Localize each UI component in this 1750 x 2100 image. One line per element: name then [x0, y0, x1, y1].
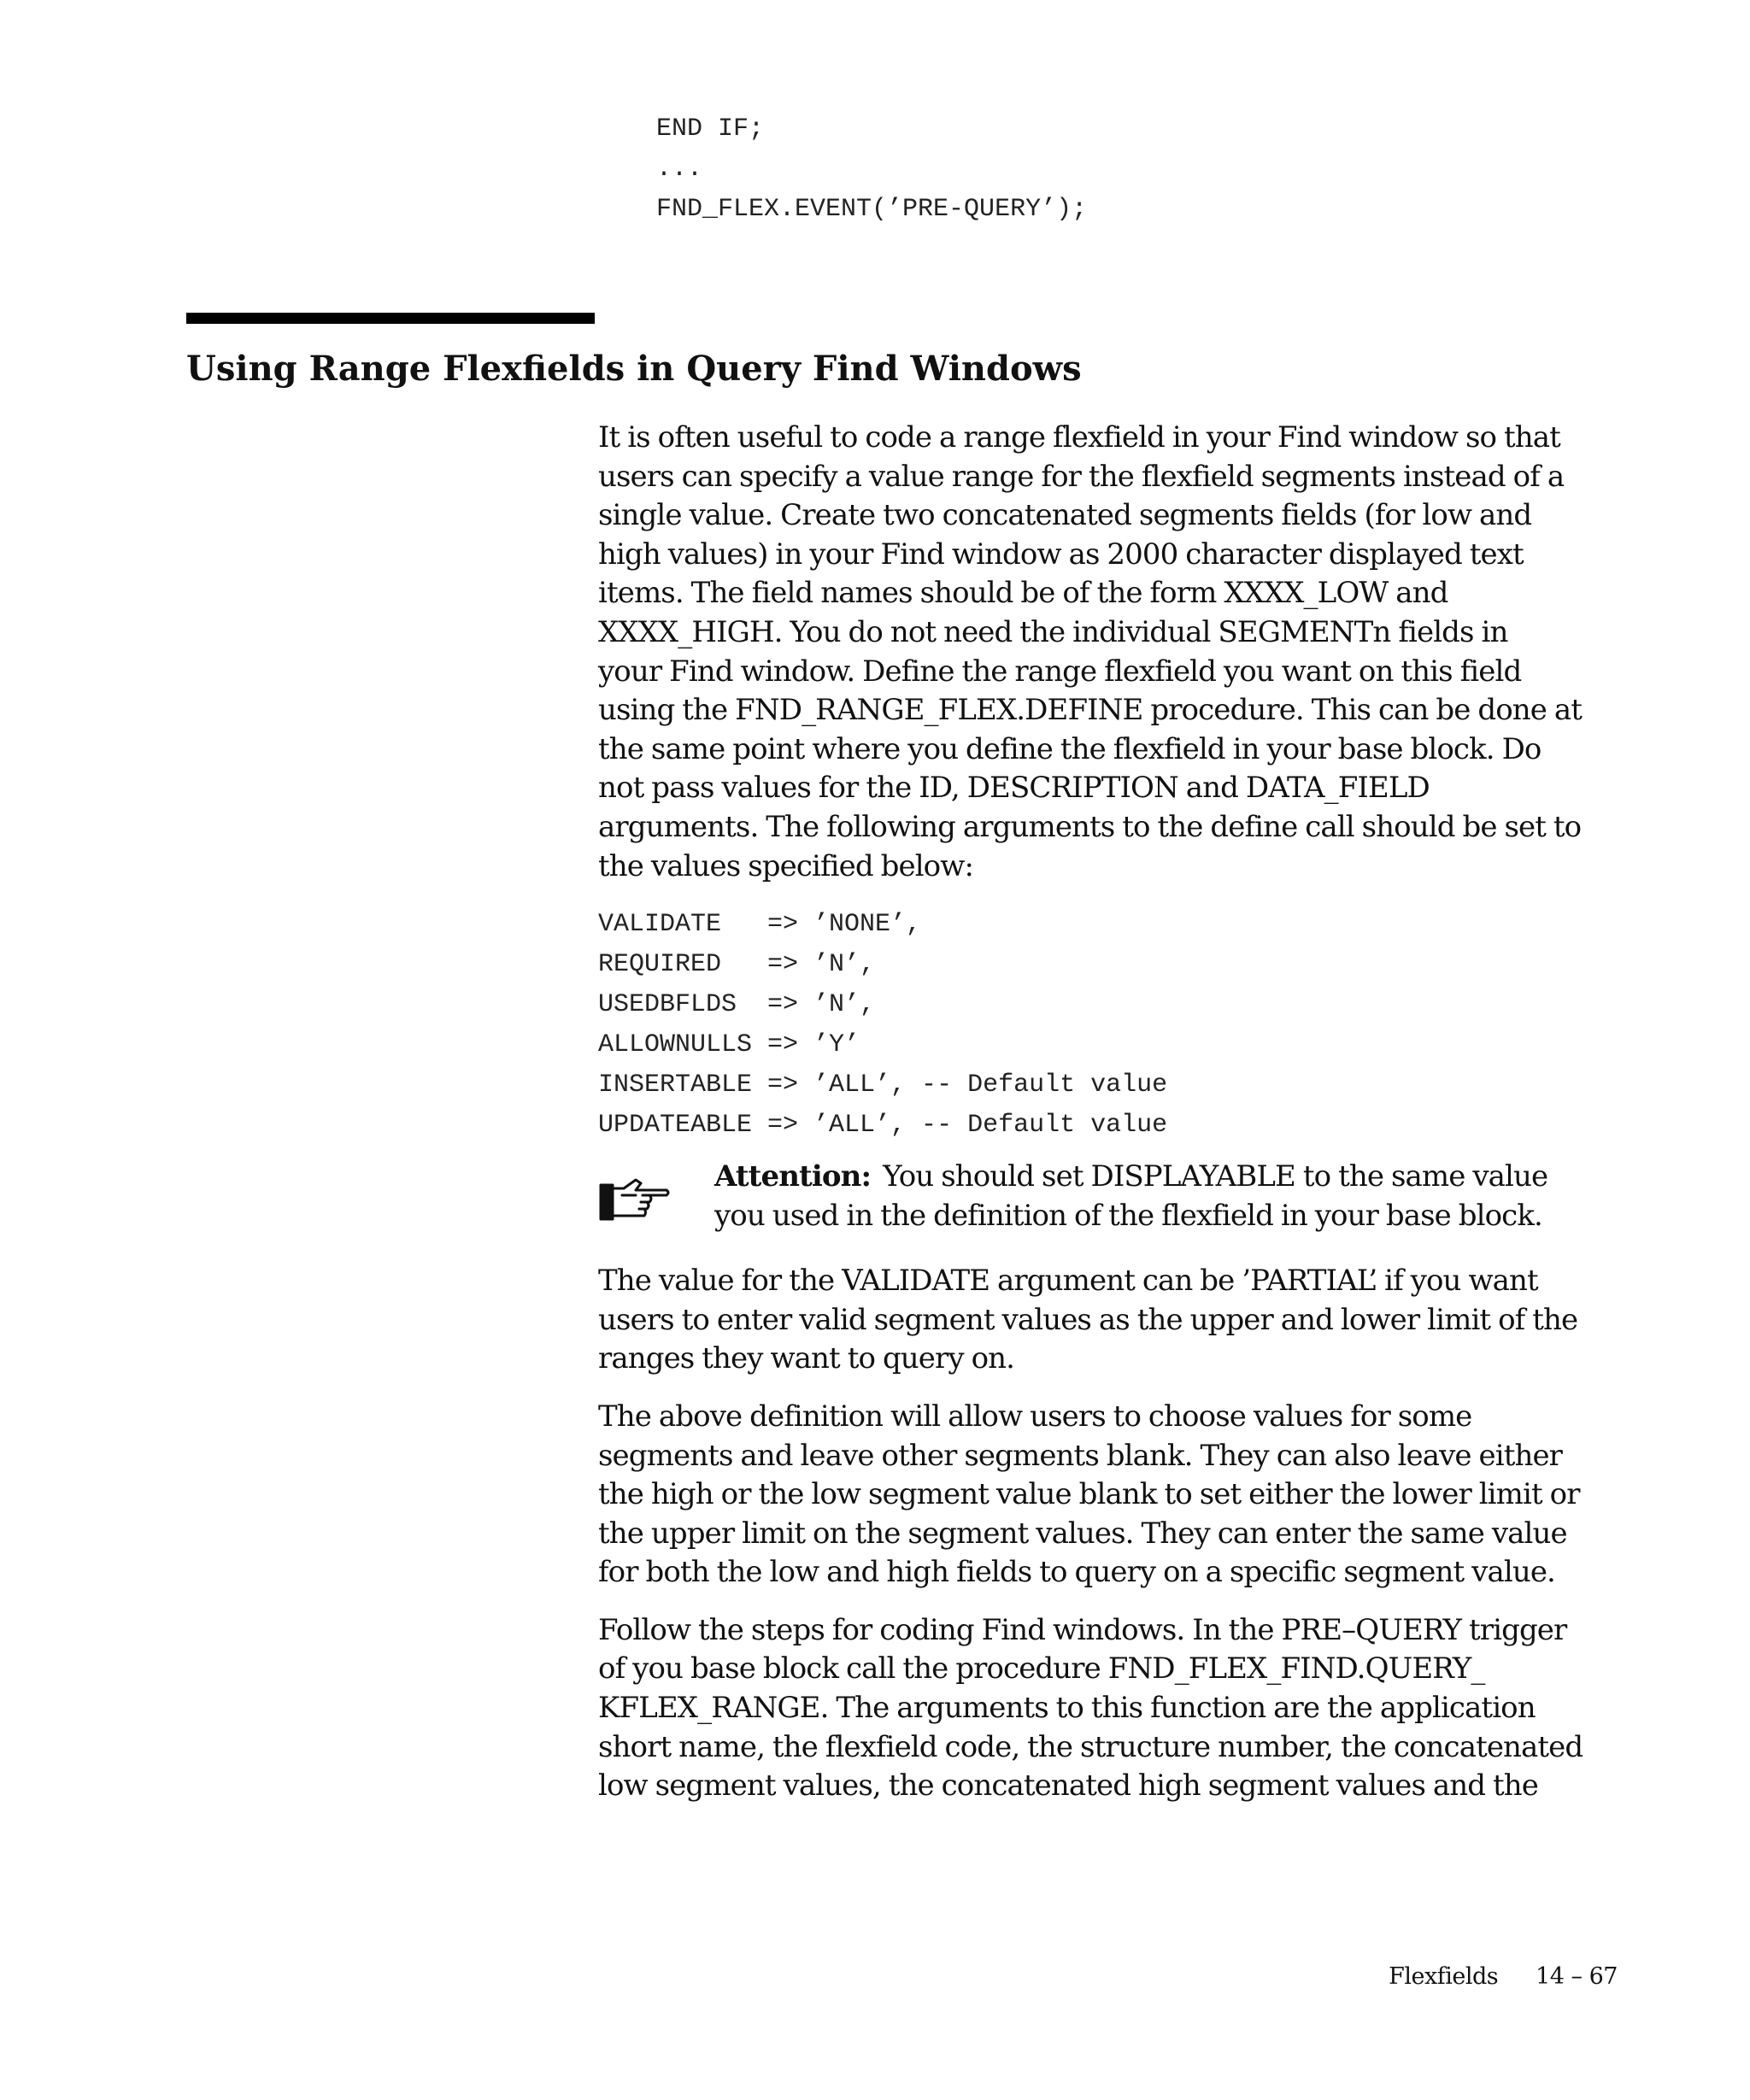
text-line: items. The field names should be of the form XXXX_LOW and	[598, 576, 1448, 611]
definition-paragraph	[598, 1398, 1624, 1593]
text-line: not pass values for the ID, DESCRIPTION and DATA_FIELD	[598, 771, 1430, 806]
footer-section-name: Flexfields	[1389, 1963, 1499, 1990]
attention-text	[714, 1158, 1547, 1235]
text-line: Follow the steps for coding Find windows. In the PRE–QUERY trigger	[598, 1612, 1567, 1647]
text-line: arguments. The following arguments to the define call should be set to	[598, 809, 1582, 844]
text-line: ranges they want to query on.	[598, 1341, 1015, 1376]
text-line: the upper limit on the segment values. They can enter the same value	[598, 1516, 1567, 1551]
text-line: your Find window. Define the range flexfield you want on this field	[598, 654, 1522, 689]
text-line: The value for the VALIDATE argument can be ’PARTIAL’ if you want	[598, 1264, 1538, 1299]
code-line: ...	[656, 155, 703, 184]
code-line: UPDATEABLE => ’ALL’, -- Default value	[598, 1111, 1168, 1141]
text-line: segments and leave other segments blank. They can also leave either	[598, 1438, 1563, 1473]
text-line: users can specify a value range for the flexfield segments instead of a	[598, 459, 1565, 494]
text-line: the values specified below:	[598, 848, 974, 883]
text-line: using the FND_RANGE_FLEX.DEFINE procedure. This can be done at	[598, 693, 1583, 728]
code-line: USEDBFLDS => ’N’,	[598, 990, 876, 1020]
pointing-hand-icon	[598, 1173, 672, 1224]
code-line: INSERTABLE => ’ALL’, -- Default value	[598, 1071, 1168, 1100]
text-line: for both the low and high fields to query on a specific segment value.	[598, 1555, 1555, 1590]
attention-line: You should set DISPLAYABLE to the same value	[883, 1159, 1548, 1194]
steps-paragraph	[598, 1611, 1624, 1806]
define-arguments-code	[598, 905, 1624, 1146]
validate-paragraph	[598, 1262, 1624, 1379]
heading-rule	[186, 313, 595, 324]
text-line: The above definition will allow users to choose values for some	[598, 1399, 1472, 1434]
intro-paragraph	[598, 419, 1624, 886]
page-number: 14 – 67	[1536, 1963, 1618, 1990]
code-line: VALIDATE => ’NONE’,	[598, 910, 922, 940]
code-line: REQUIRED => ’N’,	[598, 950, 876, 980]
code-line: ALLOWNULLS => ’Y’	[598, 1030, 860, 1060]
text-line: XXXX_HIGH. You do not need the individual SEGMENTn fields in	[598, 614, 1508, 649]
text-line: high values) in your Find window as 2000 character displayed text	[598, 537, 1524, 572]
text-line: It is often useful to code a range flexfield in your Find window so that	[598, 420, 1560, 455]
text-line: single value. Create two concatenated segments fields (for low and	[598, 498, 1532, 533]
attention-line: you used in the definition of the flexfield in your base block.	[714, 1198, 1542, 1233]
text-line: the high or the low segment value blank to set either the lower limit or	[598, 1477, 1580, 1512]
code-line: FND_FLEX.EVENT(’PRE-QUERY’);	[656, 195, 1088, 224]
text-line: users to enter valid segment values as the upper and lower limit of the	[598, 1302, 1578, 1337]
text-line: of you base block call the procedure FND_FLEX_FIND.QUERY_	[598, 1651, 1485, 1686]
attention-label: Attention:	[714, 1159, 872, 1194]
text-line: low segment values, the concatenated high segment values and the	[598, 1769, 1539, 1804]
text-line: the same point where you define the flexfield in your base block. Do	[598, 731, 1542, 766]
code-snippet-end	[656, 109, 1087, 230]
attention-note	[598, 1158, 1624, 1252]
text-line: KFLEX_RANGE. The arguments to this function are the application	[598, 1691, 1536, 1726]
body-column	[598, 419, 1624, 1825]
section-title: Using Range Flexfields in Query Find Windows	[186, 349, 1082, 389]
page-footer	[1282, 1962, 1618, 1992]
text-line: short name, the flexfield code, the structure number, the concatenated	[598, 1729, 1583, 1764]
code-line: END IF;	[656, 114, 765, 144]
